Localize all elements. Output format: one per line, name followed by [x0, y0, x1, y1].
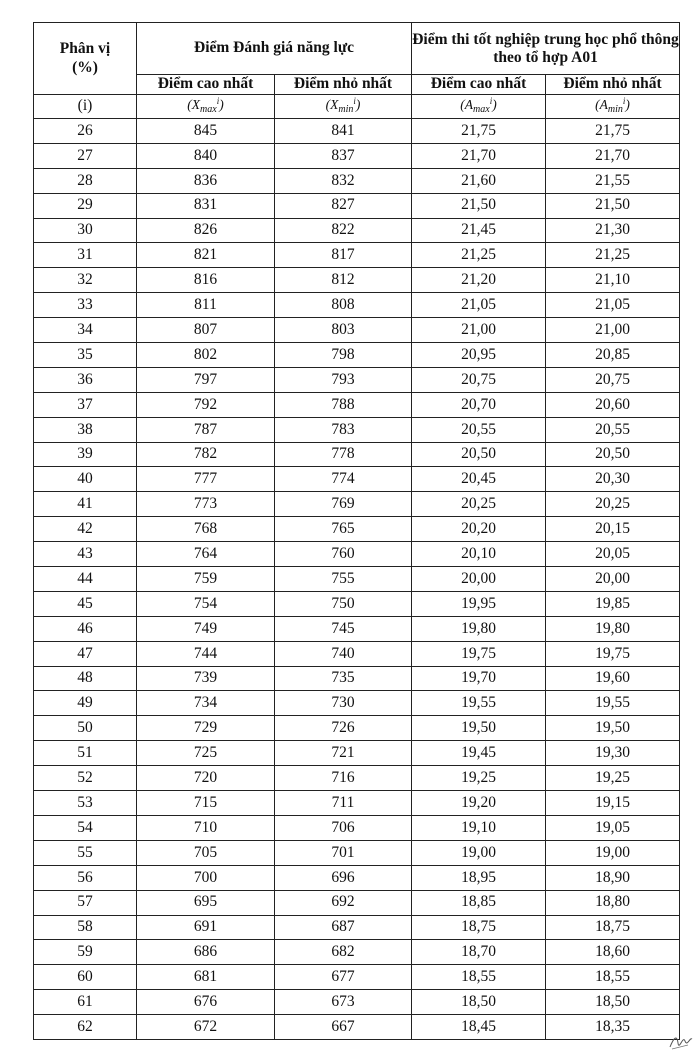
- thpt-min-cell: 19,60: [546, 666, 680, 691]
- dgnl-min-cell: 798: [275, 343, 412, 368]
- table-row: [34, 616, 680, 641]
- dgnl-max-cell: 749: [137, 616, 275, 641]
- dgnl-max-cell: 811: [137, 293, 275, 318]
- dgnl-min-cell: 774: [275, 467, 412, 492]
- thpt-max-cell: 18,55: [412, 965, 546, 990]
- thpt-min-cell: 18,35: [546, 1015, 680, 1040]
- symbol-amax: $(A_{max}^i)$: [412, 95, 546, 119]
- dgnl-min-cell: 760: [275, 542, 412, 567]
- thpt-min-cell: 18,80: [546, 890, 680, 915]
- thpt-max-cell: 18,50: [412, 990, 546, 1015]
- dgnl-max-cell: 676: [137, 990, 275, 1015]
- percentile-cell: 28: [34, 168, 137, 193]
- thpt-min-cell: 19,50: [546, 716, 680, 741]
- table-row: [34, 666, 680, 691]
- thpt-min-cell: 20,55: [546, 417, 680, 442]
- table-row: [34, 990, 680, 1015]
- thpt-max-cell: 19,25: [412, 766, 546, 791]
- dgnl-min-cell: 817: [275, 243, 412, 268]
- dgnl-min-cell: 716: [275, 766, 412, 791]
- dgnl-max-cell: 826: [137, 218, 275, 243]
- table-row: [34, 542, 680, 567]
- percentile-cell: 46: [34, 616, 137, 641]
- percentile-cell: 40: [34, 467, 137, 492]
- thpt-min-cell: 20,25: [546, 492, 680, 517]
- table-row: [34, 641, 680, 666]
- dgnl-max-cell: 725: [137, 741, 275, 766]
- percentile-cell: 41: [34, 492, 137, 517]
- dgnl-min-cell: 793: [275, 367, 412, 392]
- dgnl-min-cell: 841: [275, 119, 412, 144]
- percentile-cell: 39: [34, 442, 137, 467]
- dgnl-max-cell: 802: [137, 343, 275, 368]
- thpt-min-cell: 18,90: [546, 865, 680, 890]
- thpt-min-cell: 21,30: [546, 218, 680, 243]
- dgnl-max-cell: 840: [137, 143, 275, 168]
- score-conversion-table: [33, 22, 680, 1040]
- percentile-cell: 55: [34, 840, 137, 865]
- dgnl-min-cell: 778: [275, 442, 412, 467]
- dgnl-min-cell: 677: [275, 965, 412, 990]
- thpt-max-cell: 20,45: [412, 467, 546, 492]
- percentile-cell: 59: [34, 940, 137, 965]
- thpt-min-cell: 21,10: [546, 268, 680, 293]
- thpt-min-cell: 18,75: [546, 915, 680, 940]
- dgnl-min-cell: 745: [275, 616, 412, 641]
- thpt-min-cell: 21,75: [546, 119, 680, 144]
- table-row: [34, 442, 680, 467]
- thpt-min-header: Điểm nhỏ nhất: [546, 75, 680, 95]
- dgnl-max-cell: 672: [137, 1015, 275, 1040]
- table-row: [34, 517, 680, 542]
- dgnl-max-cell: 695: [137, 890, 275, 915]
- symbol-xmin: $(X_{min}^i)$: [275, 95, 412, 119]
- dgnl-max-cell: 782: [137, 442, 275, 467]
- table-row: [34, 392, 680, 417]
- thpt-max-cell: 19,80: [412, 616, 546, 641]
- thpt-max-cell: 19,50: [412, 716, 546, 741]
- thpt-min-cell: 20,30: [546, 467, 680, 492]
- thpt-max-cell: 20,10: [412, 542, 546, 567]
- percentile-cell: 45: [34, 591, 137, 616]
- thpt-max-cell: 21,20: [412, 268, 546, 293]
- table-row: [34, 791, 680, 816]
- thpt-min-cell: 19,15: [546, 791, 680, 816]
- table-row: [34, 890, 680, 915]
- dgnl-min-cell: 673: [275, 990, 412, 1015]
- percentile-cell: 58: [34, 915, 137, 940]
- table-row: [34, 965, 680, 990]
- thpt-min-cell: 19,00: [546, 840, 680, 865]
- table-row: [34, 143, 680, 168]
- percentile-cell: 54: [34, 815, 137, 840]
- thpt-max-cell: 21,75: [412, 119, 546, 144]
- thpt-min-cell: 19,25: [546, 766, 680, 791]
- dgnl-max-cell: 691: [137, 915, 275, 940]
- dgnl-max-cell: 836: [137, 168, 275, 193]
- table-row: [34, 940, 680, 965]
- thpt-max-cell: 18,85: [412, 890, 546, 915]
- dgnl-min-cell: 726: [275, 716, 412, 741]
- thpt-max-cell: 21,00: [412, 318, 546, 343]
- dgnl-max-cell: 729: [137, 716, 275, 741]
- thpt-group-header: Điểm thi tốt nghiệp trung học phổ thông theo tổ hợp A01: [412, 23, 680, 75]
- thpt-min-cell: 18,60: [546, 940, 680, 965]
- table-row: [34, 492, 680, 517]
- percentile-cell: 35: [34, 343, 137, 368]
- percentile-cell: 53: [34, 791, 137, 816]
- percentile-cell: 56: [34, 865, 137, 890]
- thpt-max-cell: 19,45: [412, 741, 546, 766]
- thpt-min-cell: 20,00: [546, 567, 680, 592]
- thpt-max-cell: 20,55: [412, 417, 546, 442]
- dgnl-max-cell: 831: [137, 193, 275, 218]
- dgnl-min-cell: 730: [275, 691, 412, 716]
- thpt-min-cell: 21,55: [546, 168, 680, 193]
- thpt-max-cell: 19,00: [412, 840, 546, 865]
- dgnl-min-cell: 735: [275, 666, 412, 691]
- thpt-max-cell: 20,95: [412, 343, 546, 368]
- dgnl-min-cell: 701: [275, 840, 412, 865]
- table-row: [34, 1015, 680, 1040]
- percentile-cell: 42: [34, 517, 137, 542]
- thpt-min-cell: 18,55: [546, 965, 680, 990]
- table-row: [34, 467, 680, 492]
- thpt-max-cell: 21,60: [412, 168, 546, 193]
- dgnl-max-cell: 821: [137, 243, 275, 268]
- percentile-cell: 60: [34, 965, 137, 990]
- dgnl-min-cell: 765: [275, 517, 412, 542]
- thpt-max-cell: 21,50: [412, 193, 546, 218]
- percentile-cell: 34: [34, 318, 137, 343]
- dgnl-min-cell: 721: [275, 741, 412, 766]
- thpt-min-cell: 21,50: [546, 193, 680, 218]
- percentile-header: [34, 23, 137, 95]
- thpt-max-cell: 20,20: [412, 517, 546, 542]
- thpt-max-cell: 18,45: [412, 1015, 546, 1040]
- thpt-min-cell: 20,85: [546, 343, 680, 368]
- percentile-cell: 38: [34, 417, 137, 442]
- thpt-min-cell: 19,30: [546, 741, 680, 766]
- dgnl-min-cell: 740: [275, 641, 412, 666]
- thpt-max-cell: 18,75: [412, 915, 546, 940]
- percentile-cell: 37: [34, 392, 137, 417]
- dgnl-min-cell: 755: [275, 567, 412, 592]
- thpt-min-cell: 21,70: [546, 143, 680, 168]
- dgnl-min-cell: 696: [275, 865, 412, 890]
- dgnl-max-cell: 797: [137, 367, 275, 392]
- percentile-cell: 31: [34, 243, 137, 268]
- table-row: [34, 865, 680, 890]
- table-row: [34, 218, 680, 243]
- dgnl-min-cell: 667: [275, 1015, 412, 1040]
- percentile-cell: 43: [34, 542, 137, 567]
- percentile-cell: 52: [34, 766, 137, 791]
- dgnl-min-cell: 711: [275, 791, 412, 816]
- dgnl-max-cell: 777: [137, 467, 275, 492]
- dgnl-max-cell: 720: [137, 766, 275, 791]
- percentile-cell: 61: [34, 990, 137, 1015]
- percentile-header-text: Phân vị (%): [59, 39, 111, 76]
- dgnl-max-cell: 744: [137, 641, 275, 666]
- dgnl-max-cell: 681: [137, 965, 275, 990]
- dgnl-max-cell: 686: [137, 940, 275, 965]
- thpt-min-cell: 21,05: [546, 293, 680, 318]
- table-row: [34, 367, 680, 392]
- dgnl-min-cell: 837: [275, 143, 412, 168]
- dgnl-max-cell: 816: [137, 268, 275, 293]
- signature-mark: [668, 1031, 694, 1051]
- dgnl-min-header: Điểm nhỏ nhất: [275, 75, 412, 95]
- thpt-min-cell: 21,25: [546, 243, 680, 268]
- dgnl-max-cell: 705: [137, 840, 275, 865]
- index-label: (i): [34, 95, 137, 119]
- thpt-min-cell: 19,80: [546, 616, 680, 641]
- dgnl-min-cell: 769: [275, 492, 412, 517]
- table-row: [34, 815, 680, 840]
- percentile-cell: 62: [34, 1015, 137, 1040]
- dgnl-max-cell: 754: [137, 591, 275, 616]
- thpt-max-cell: 18,95: [412, 865, 546, 890]
- thpt-min-cell: 21,00: [546, 318, 680, 343]
- dgnl-min-cell: 832: [275, 168, 412, 193]
- thpt-min-cell: 20,75: [546, 367, 680, 392]
- percentile-cell: 26: [34, 119, 137, 144]
- thpt-max-cell: 19,75: [412, 641, 546, 666]
- dgnl-max-cell: 792: [137, 392, 275, 417]
- table-row: [34, 343, 680, 368]
- dgnl-max-cell: 773: [137, 492, 275, 517]
- percentile-cell: 48: [34, 666, 137, 691]
- thpt-max-cell: 19,95: [412, 591, 546, 616]
- percentile-cell: 27: [34, 143, 137, 168]
- dgnl-max-cell: 768: [137, 517, 275, 542]
- dgnl-min-cell: 692: [275, 890, 412, 915]
- percentile-cell: 44: [34, 567, 137, 592]
- dgnl-min-cell: 750: [275, 591, 412, 616]
- dgnl-min-cell: 682: [275, 940, 412, 965]
- thpt-min-cell: 19,75: [546, 641, 680, 666]
- thpt-max-cell: 20,75: [412, 367, 546, 392]
- table-row: [34, 915, 680, 940]
- dgnl-min-cell: 827: [275, 193, 412, 218]
- thpt-min-cell: 20,05: [546, 542, 680, 567]
- dgnl-max-cell: 710: [137, 815, 275, 840]
- dgnl-min-cell: 822: [275, 218, 412, 243]
- thpt-min-cell: 20,60: [546, 392, 680, 417]
- percentile-cell: 33: [34, 293, 137, 318]
- thpt-max-header: Điểm cao nhất: [412, 75, 546, 95]
- dgnl-max-cell: 700: [137, 865, 275, 890]
- thpt-max-cell: 19,55: [412, 691, 546, 716]
- thpt-min-cell: 19,85: [546, 591, 680, 616]
- table-row: [34, 318, 680, 343]
- thpt-min-cell: 20,50: [546, 442, 680, 467]
- thpt-max-cell: 20,50: [412, 442, 546, 467]
- percentile-cell: 36: [34, 367, 137, 392]
- table-row: [34, 691, 680, 716]
- percentile-cell: 57: [34, 890, 137, 915]
- dgnl-max-cell: 787: [137, 417, 275, 442]
- dgnl-max-header: Điểm cao nhất: [137, 75, 275, 95]
- thpt-max-cell: 20,70: [412, 392, 546, 417]
- table-row: [34, 268, 680, 293]
- table-row: [34, 741, 680, 766]
- table-row: [34, 591, 680, 616]
- percentile-cell: 29: [34, 193, 137, 218]
- table-row: [34, 567, 680, 592]
- dgnl-min-cell: 706: [275, 815, 412, 840]
- dgnl-max-cell: 845: [137, 119, 275, 144]
- percentile-cell: 50: [34, 716, 137, 741]
- table-row: [34, 840, 680, 865]
- thpt-min-cell: 18,50: [546, 990, 680, 1015]
- percentile-cell: 30: [34, 218, 137, 243]
- thpt-max-cell: 21,45: [412, 218, 546, 243]
- dgnl-max-cell: 764: [137, 542, 275, 567]
- dgnl-min-cell: 812: [275, 268, 412, 293]
- dgnl-min-cell: 783: [275, 417, 412, 442]
- thpt-max-cell: 19,70: [412, 666, 546, 691]
- dgnl-max-cell: 759: [137, 567, 275, 592]
- dgnl-max-cell: 807: [137, 318, 275, 343]
- dgnl-min-cell: 788: [275, 392, 412, 417]
- thpt-min-cell: 19,55: [546, 691, 680, 716]
- percentile-cell: 49: [34, 691, 137, 716]
- table-row: [34, 417, 680, 442]
- table-row: [34, 293, 680, 318]
- thpt-max-cell: 21,70: [412, 143, 546, 168]
- thpt-max-cell: 20,25: [412, 492, 546, 517]
- thpt-max-cell: 21,25: [412, 243, 546, 268]
- thpt-max-cell: 19,10: [412, 815, 546, 840]
- thpt-max-cell: 19,20: [412, 791, 546, 816]
- table-body: [34, 119, 680, 1040]
- thpt-max-cell: 18,70: [412, 940, 546, 965]
- percentile-cell: 32: [34, 268, 137, 293]
- percentile-cell: 47: [34, 641, 137, 666]
- table-row: [34, 766, 680, 791]
- thpt-max-cell: 20,00: [412, 567, 546, 592]
- dgnl-max-cell: 739: [137, 666, 275, 691]
- table-row: [34, 243, 680, 268]
- symbol-amin: $(A_{min}^i)$: [546, 95, 680, 119]
- table-row: [34, 119, 680, 144]
- table-row: [34, 193, 680, 218]
- dgnl-min-cell: 808: [275, 293, 412, 318]
- symbol-xmax: $(X_{max}^i)$: [137, 95, 275, 119]
- thpt-max-cell: 21,05: [412, 293, 546, 318]
- dgnl-min-cell: 687: [275, 915, 412, 940]
- thpt-min-cell: 20,15: [546, 517, 680, 542]
- thpt-min-cell: 19,05: [546, 815, 680, 840]
- dgnl-group-header: Điểm Đánh giá năng lực: [137, 23, 412, 75]
- dgnl-max-cell: 734: [137, 691, 275, 716]
- table-row: [34, 168, 680, 193]
- percentile-cell: 51: [34, 741, 137, 766]
- dgnl-min-cell: 803: [275, 318, 412, 343]
- dgnl-max-cell: 715: [137, 791, 275, 816]
- table-row: [34, 716, 680, 741]
